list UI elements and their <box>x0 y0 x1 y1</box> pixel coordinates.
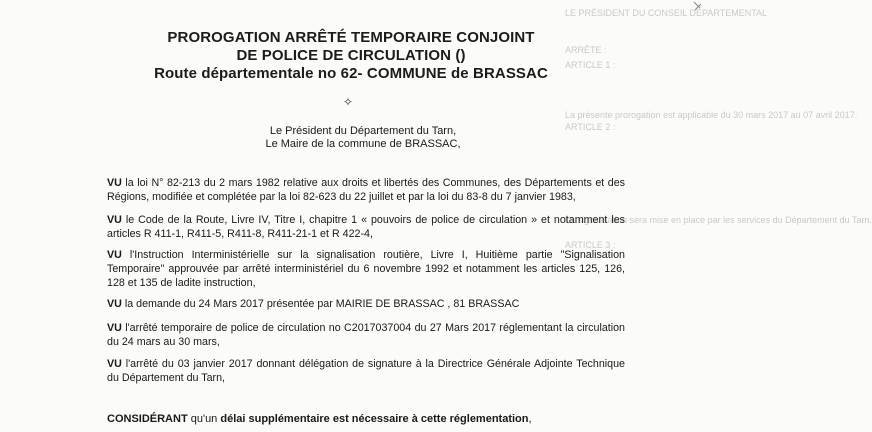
bleed-through-text: ARTICLE 2 : <box>565 122 616 132</box>
vu-text: l'Instruction Interministérielle sur la signalisation routière, Livre I, Huitième partie "Signalisation Temporaire" approuvée par arrêté interministériel du 6 novembre 1992 et notamment les articles 125, 126, 128 et 135 de ladite instruction, <box>107 249 625 289</box>
vu-label: VU <box>107 298 122 310</box>
considering-end: , <box>528 413 532 425</box>
vu-label: VU <box>107 358 122 370</box>
vu-paragraph <box>107 297 625 311</box>
document-title-line-1: PROROGATION ARRÊTÉ TEMPORAIRE CONJOINT <box>167 29 535 46</box>
vu-paragraph <box>107 248 625 290</box>
vu-label: VU <box>107 177 122 189</box>
vu-text: l'arrêté temporaire de police de circulation no C2017037004 du 27 Mars 2017 réglementant la circulation du 24 mars au 30 mars, <box>107 322 625 348</box>
considering-paragraph <box>107 412 532 426</box>
bleed-through-text: LE PRÉSIDENT DU CONSEIL DÉPARTEMENTAL <box>565 8 768 18</box>
document-title-line-3: Route départementale no 62- COMMUNE de BRASSAC <box>154 65 548 82</box>
bleed-through-text: La présente prorogation est applicable du 30 mars 2017 au 07 avril 2017. <box>565 110 858 120</box>
considering-label: CONSIDÉRANT <box>107 413 188 425</box>
vu-text: le Code de la Route, Livre IV, Titre I, chapitre 1 « pouvoirs de police de circulation » et notamment les articles R 411-1, R411-5, R411-8, R411-21-1 et R 422-4, <box>107 214 625 240</box>
document-title-line-2: DE POLICE DE CIRCULATION () <box>236 47 466 64</box>
vu-paragraph <box>107 357 625 385</box>
vu-paragraph <box>107 321 625 349</box>
vu-label: VU <box>107 249 122 261</box>
vu-text: la loi N° 82-213 du 2 mars 1982 relative aux droits et libertés des Communes, des Départements et des Régions, modifiée et complétée par la loi 82-623 du 22 juillet et par la loi du 83-8 du 7 janvier 1983, <box>107 177 625 203</box>
vu-paragraph <box>107 213 625 241</box>
vu-label: VU <box>107 214 122 226</box>
ornament-icon: ✧ <box>343 95 354 109</box>
bleed-through-text: ARTICLE 1 : <box>565 60 616 70</box>
bleed-through-text: ARRÊTE : <box>565 45 607 55</box>
issuer-president: Le Président du Département du Tarn, <box>269 125 457 137</box>
bleed-through-text: ARTICLE 3 : <box>565 240 616 250</box>
vu-label: VU <box>107 322 122 334</box>
bleed-through-text: La signalisation sera mise en place par les services du Département du Tarn. <box>565 215 872 225</box>
vu-text: la demande du 24 Mars 2017 présentée par MAIRIE DE BRASSAC , 81 BRASSAC <box>124 298 520 310</box>
vu-paragraph <box>107 176 625 204</box>
issuer-mayor: Le Maire de la commune de BRASSAC, <box>265 138 461 150</box>
considering-text: qu'un <box>187 413 221 425</box>
vu-text: l'arrêté du 03 janvier 2017 donnant délégation de signature à la Directrice Générale Adjointe Technique du Département du Tarn, <box>107 358 625 384</box>
scan-edge-mark <box>693 0 702 20</box>
considering-emphasis: délai supplémentaire est nécessaire à cette réglementation <box>220 413 529 425</box>
